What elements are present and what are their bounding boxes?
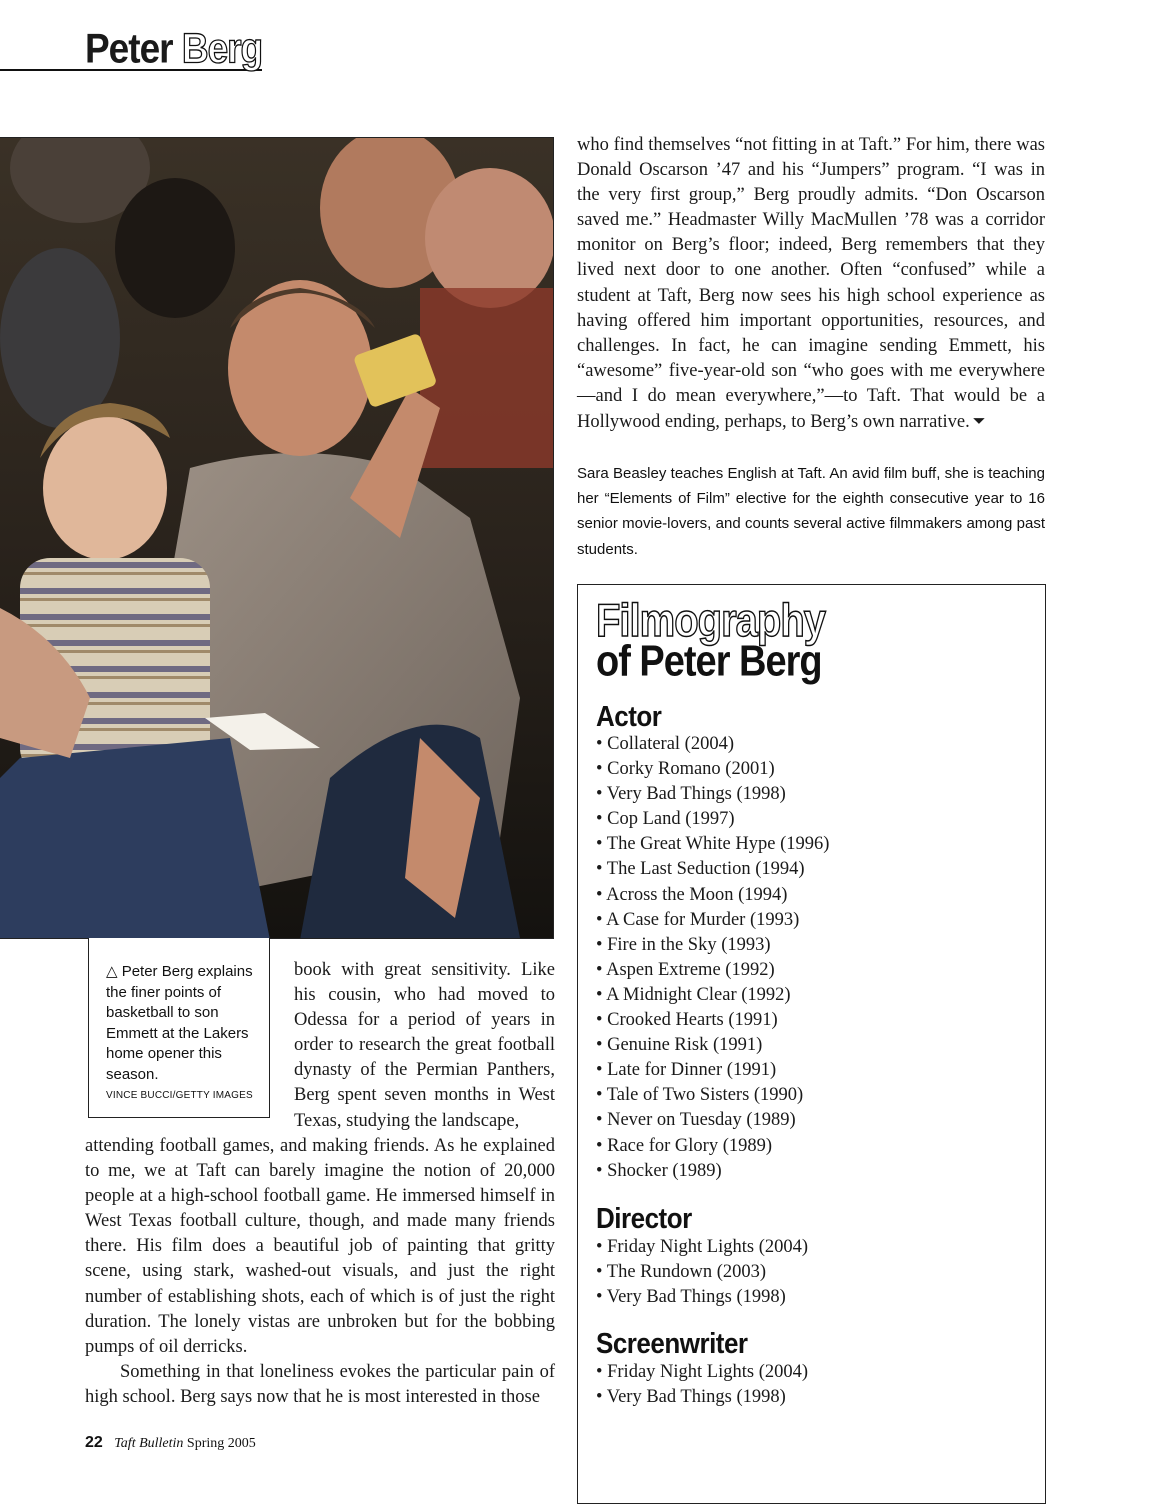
article-paragraph-text: who find themselves “not fitting in at Taft.” For him, there was Donald Oscarson ’47 and his “Jumpers” program. “I was in the very first group,” Berg proudly admits. “Don Oscarson saved me.” Headmaster Willy MacMullen ’78 was a corridor monitor on Berg’s floor; indeed, Berg remembers that they lived next door to one another. Often “confused” while a student at Taft, Berg now sees his high school experience as having offered him important opportunities, resources, and challenges. In fact, he can imagine sending Emmett, his “awesome” five-year-old son “who goes with me everywhere—and I do mean everywhere,”—to Taft. That would be a Hollywood ending, perhaps, to Berg’s own narrative. [577,135,1045,433]
title-last-name: Berg [181,25,263,72]
author-bio: Sara Beasley teaches English at Taft. An avid film buff, she is teaching her “Elements of Film” elective for the eighth consecutive year to 16 senior movie-lovers, and counts several active filmmakers among past students. [577,465,1045,558]
article-photo [0,137,554,939]
article-paragraph: book with great sensitivity. Like his cousin, who had moved to Odessa for a period of years in order to research the great football dynasty of the Permian Panthers, Berg spent seven months in West Texas, studying the landscape, [294,960,555,1131]
article-paragraph [577,133,1045,435]
article-column-wide [85,1134,555,1410]
list-item: • Corky Romano (2001) [596,757,829,782]
list-item: • The Last Seduction (1994) [596,857,829,882]
list-item: • The Rundown (2003) [596,1260,808,1285]
issue-date: Spring 2005 [186,1436,256,1451]
article-paragraph: attending football games, and making friends. As he explained to me, we at Taft can barely imagine the notion of 20,000 people at a high-school football game. He immersed himself in West Texas football culture, though, and made many friends there. His film does a beautiful job of painting that gritty scene, using stark, washed-out visuals, and just the right number of establishing shots, each of which is of just the right duration. The lonely vistas are unbroken but for the bobbing pumps of oil derricks. [85,1136,555,1357]
magazine-name: Taft Bulletin [114,1436,184,1451]
list-item: • Friday Night Lights (2004) [596,1235,808,1260]
list-item: • The Great White Hype (1996) [596,832,829,857]
list-item: • Tale of Two Sisters (1990) [596,1083,829,1108]
list-item: • Friday Night Lights (2004) [596,1360,808,1385]
article-paragraph: Something in that loneliness evokes the particular pain of high school. Berg says now that he is most interested in those [85,1361,555,1407]
list-item: • Collateral (2004) [596,732,829,757]
photo-caption: △ Peter Berg explains the finer points of basketball to son Emmett at the Lakers home opener this season. [106,963,253,1083]
photo-credit: VINCE BUCCI/GETTY IMAGES [106,1090,253,1101]
list-item: • A Case for Murder (1993) [596,908,829,933]
page-number: 22 [85,1434,103,1451]
section-heading-actor: Actor [596,699,662,733]
article-column-right [577,133,1045,435]
list-item: • Never on Tuesday (1989) [596,1108,829,1133]
list-item: • Genuine Risk (1991) [596,1033,829,1058]
film-list-screenwriter [596,1360,808,1410]
list-item: • Very Bad Things (1998) [596,1385,808,1410]
filmography-title-line1: Filmography [596,595,826,647]
film-list-director [596,1235,808,1310]
page-title [85,25,263,72]
page-footer [85,1434,256,1452]
list-item: • Very Bad Things (1998) [596,1285,808,1310]
article-column-narrow [294,958,555,1134]
title-first-name: Peter [85,25,173,72]
section-heading-director: Director [596,1201,692,1235]
filmography-title-line2: of Peter Berg [596,637,822,686]
list-item: • Race for Glory (1989) [596,1134,829,1159]
list-item: • Late for Dinner (1991) [596,1058,829,1083]
lamp-icon: ⏷ [972,413,986,431]
list-item: • Cop Land (1997) [596,807,829,832]
film-list-actor [596,732,829,1184]
list-item: • Very Bad Things (1998) [596,782,829,807]
list-item: • Aspen Extreme (1992) [596,958,829,983]
list-item: • Fire in the Sky (1993) [596,933,829,958]
section-heading-screenwriter: Screenwriter [596,1326,748,1360]
list-item: • Shocker (1989) [596,1159,829,1184]
list-item: • A Midnight Clear (1992) [596,983,829,1008]
list-item: • Across the Moon (1994) [596,883,829,908]
list-item: • Crooked Hearts (1991) [596,1008,829,1033]
